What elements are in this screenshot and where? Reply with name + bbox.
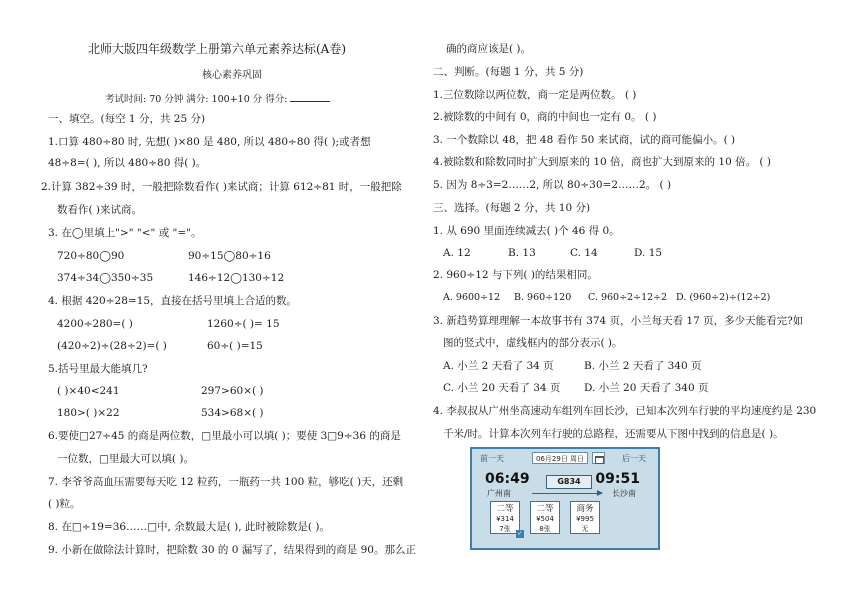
compare-item: 720÷80◯90 — [57, 250, 125, 262]
question-text: 4. 李叔叔从广州坐高速动车组列车回长沙，已知本次列车行驶的平均速度约是 230 — [433, 405, 817, 417]
question-text: 6.要使□27÷45 的商是两位数，□里最小可以填( )；要使 3□9÷36 的商是 — [48, 430, 401, 442]
fill-item: 1260÷( )= 15 — [207, 318, 280, 330]
prev-day-button[interactable]: 前一天 — [480, 454, 504, 463]
option-a: A. 9600÷12 — [443, 292, 501, 303]
exam-info-text: 考试时间: 70 分钟 满分: 100+10 分 得分: — [105, 94, 288, 105]
seat-availability: 7张 — [499, 525, 511, 533]
question-text: 数看作( )来试商。 — [57, 204, 143, 216]
train-schedule-figure — [470, 447, 660, 550]
judge-item: 4.被除数和除数同时扩大到原来的 10 倍，商也扩大到原来的 10 倍。 ( ) — [433, 156, 771, 168]
section-heading: 二、判断。(每题 1 分，共 5 分) — [433, 66, 584, 78]
compare-item: 146÷12◯130÷12 — [188, 272, 285, 284]
question-text: 确的商应该是( )。 — [446, 43, 532, 55]
section-heading: 一、填空。(每空 1 分，共 25 分) — [48, 113, 206, 125]
option-a: A. 小兰 2 天看了 34 页 — [443, 360, 554, 372]
seat-price: ¥504 — [536, 515, 554, 523]
seat-class: 二等 — [496, 504, 514, 514]
page-subtitle: 核心素养巩固 — [202, 70, 262, 81]
seat-option[interactable] — [570, 501, 600, 534]
question-text: 4. 根据 420÷28=15，直接在括号里填上合适的数。 — [48, 295, 298, 307]
option-b: B. 960÷120 — [514, 292, 572, 303]
judge-item: 2.被除数的中间有 0，商的中间也一定有 0。 ( ) — [433, 111, 657, 123]
seat-availability: 无 — [581, 525, 589, 533]
fill-item: 297>60×( ) — [201, 385, 264, 397]
fill-item: (420÷2)÷(28÷2)=( ) — [57, 340, 167, 352]
question-text: 2. 960÷12 与下列( )的结果相同。 — [433, 269, 598, 281]
question-text: 1. 从 690 里面连续减去( )个 46 得 0。 — [433, 225, 620, 237]
check-icon: ✓ — [517, 530, 523, 537]
score-blank[interactable] — [290, 91, 330, 102]
fill-item: 534>68×( ) — [201, 407, 264, 419]
option-a: A. 12 — [443, 247, 471, 259]
question-text: 3. 新趋势算理理解一本故事书有 374 页，小兰每天看 17 页，多少天能看完?如 — [433, 315, 804, 327]
question-text: 一位数，□里最大可以填( )。 — [57, 453, 194, 465]
seat-availability: 8张 — [539, 525, 551, 533]
question-text: 9. 小新在做除法计算时，把除数 30 的 0 漏写了，结果得到的商是 90。那么正 — [48, 544, 416, 556]
arrow-right-icon — [532, 493, 602, 494]
seat-price: ¥314 — [496, 515, 514, 523]
page-title: 北师大版四年级数学上册第六单元素养达标(A卷) — [88, 42, 347, 56]
train-number: G834 — [546, 475, 592, 489]
question-text: 千米/时。计算本次列车行驶的总路程，还需要从下图中找到的信息是( )。 — [443, 428, 784, 440]
question-text: 2.计算 382÷39 时，一般把除数看作( )来试商；计算 612÷81 时，一般把除 — [41, 181, 402, 193]
exam-info — [105, 91, 330, 107]
question-text: 8. 在□÷19=36……□中, 余数最大是( ), 此时被除数是( )。 — [48, 521, 330, 533]
section-heading: 三、选择。(每题 2 分，共 10 分) — [433, 202, 591, 214]
question-text: 3. 在◯里填上">" "<" 或 "="。 — [48, 227, 202, 239]
seat-option[interactable] — [530, 501, 560, 534]
option-b: B. 13 — [508, 247, 536, 259]
compare-item: 90÷15◯80÷16 — [188, 250, 271, 262]
option-d: D. 15 — [634, 247, 663, 259]
fill-item: 180>( )×22 — [57, 407, 120, 419]
seat-price: ¥995 — [576, 515, 594, 523]
question-text: 5.括号里最大能填几? — [48, 363, 148, 375]
judge-item: 3. 一个数除以 48，把 48 看作 50 来试商，试的商可能偏小。( ) — [433, 134, 736, 146]
option-c: C. 小兰 20 天看了 34 页 — [443, 382, 561, 394]
seat-class: 二等 — [536, 504, 554, 514]
question-text: 7. 李爷爷高血压需要每天吃 12 粒药，一瓶药一共 100 粒，够吃( )天，还剩 — [48, 476, 404, 488]
option-b: B. 小兰 2 天看了 340 页 — [584, 360, 702, 372]
seat-class: 商务 — [576, 504, 594, 514]
option-c: C. 14 — [570, 247, 598, 259]
seat-option[interactable] — [490, 501, 523, 537]
judge-item: 5. 因为 8÷3=2……2, 所以 80÷30=2……2。 ( ) — [433, 179, 672, 191]
fill-item: 4200÷280=( ) — [57, 318, 133, 330]
compare-item: 374÷34◯350÷35 — [57, 272, 154, 284]
question-text: 图的竖式中，虚线框内的部分表示( )。 — [443, 337, 623, 349]
depart-station: 广州南 — [487, 489, 511, 498]
question-text: ( )粒。 — [48, 498, 81, 510]
depart-time: 06:49 — [485, 471, 530, 487]
option-d: D. (960÷2)÷(12÷2) — [676, 292, 771, 303]
question-text: 1.口算 480÷80 时, 先想( )×80 是 480, 所以 480÷80 得( );或者想 — [48, 136, 371, 148]
fill-item: 60÷( )=15 — [207, 340, 263, 352]
option-c: C. 960÷2÷12÷2 — [588, 292, 668, 303]
date-field[interactable]: 06月29日 周日 — [532, 452, 588, 464]
arrive-station: 长沙南 — [612, 489, 636, 498]
judge-item: 1.三位数除以两位数，商一定是两位数。 ( ) — [433, 89, 637, 101]
fill-item: ( )×40<241 — [57, 385, 120, 397]
arrive-time: 09:51 — [595, 471, 640, 487]
option-d: D. 小兰 20 天看了 340 页 — [584, 382, 709, 394]
question-text: 48÷8=( ), 所以 480÷80 得( )。 — [48, 157, 207, 169]
calendar-icon[interactable] — [592, 452, 605, 464]
next-day-button[interactable]: 后一天 — [622, 454, 646, 463]
